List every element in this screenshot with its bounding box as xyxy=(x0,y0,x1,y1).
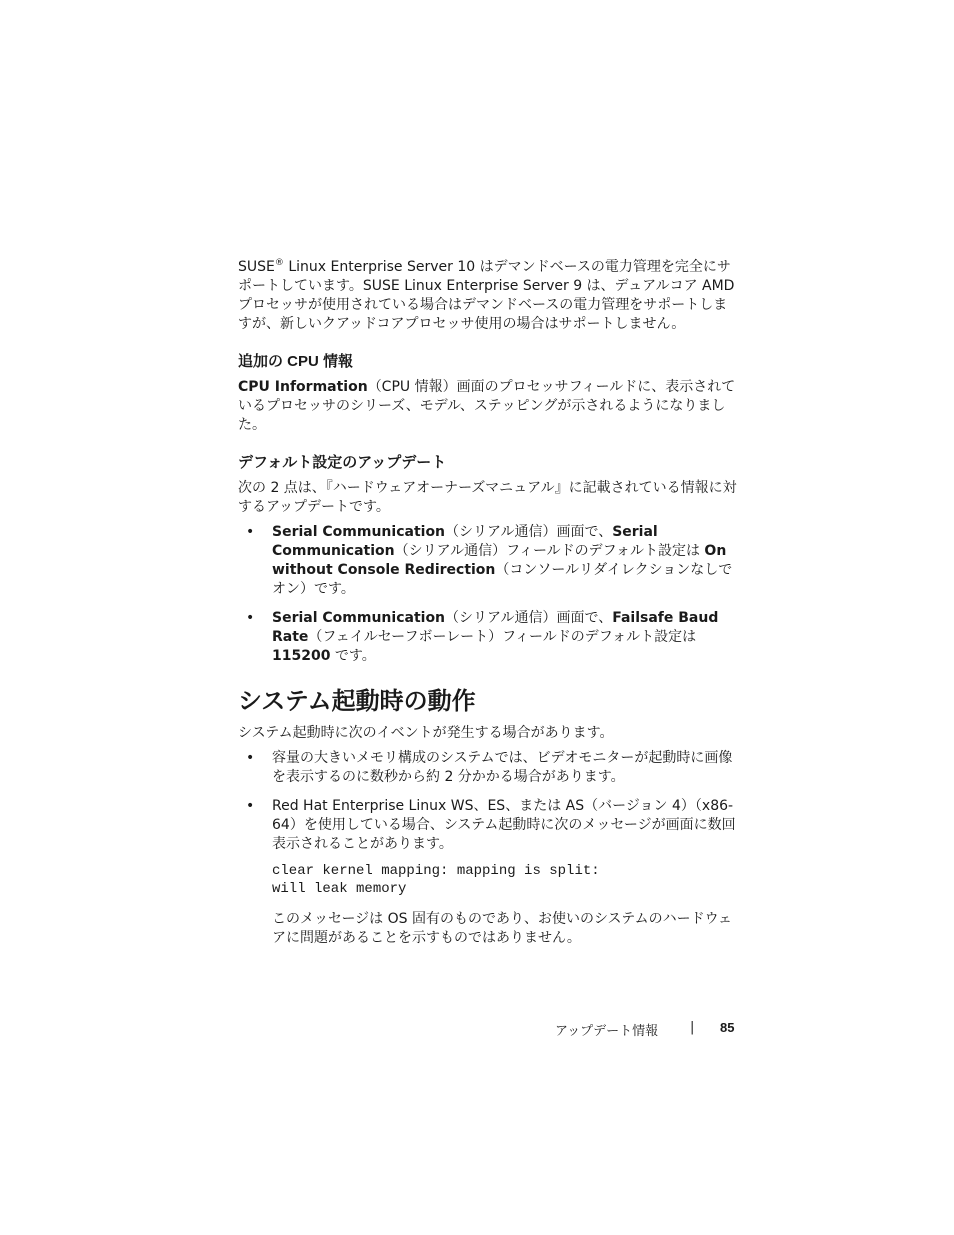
cpu-info-paragraph xyxy=(238,378,738,435)
bullet: • xyxy=(246,798,255,814)
bold-text: Failsafe Baud Rate xyxy=(272,610,719,645)
bold-text: Serial Communication xyxy=(272,524,658,559)
page-content xyxy=(238,258,738,948)
default-settings-list xyxy=(238,523,738,666)
page-footer xyxy=(555,1020,735,1039)
text: （シリアル通信）フィールドのデフォルト設定は xyxy=(394,543,705,559)
text: （フェイルセーフボーレート）フィールドのデフォルト設定は xyxy=(308,629,697,645)
text: Red Hat Enterprise Linux WS、ES、または AS（バージョン 4）（x86-64）を使用している場合、システム起動時に次のメッセージが画面に数回表示されることがあります。 xyxy=(272,798,736,852)
bullet: • xyxy=(246,524,255,540)
text: です。 xyxy=(330,648,376,664)
list-item xyxy=(238,609,738,666)
text: （コンソールリダイレクションなしでオン）です。 xyxy=(272,562,733,597)
cpu-info-text: （CPU 情報）画面のプロセッサフィールドに、表示されているプロセッサのシリーズ、モデル、ステッピングが示されるようになりました。 xyxy=(238,379,736,433)
list-item xyxy=(238,797,738,854)
suse-text: SUSE xyxy=(238,259,275,275)
registered-mark: ® xyxy=(274,258,284,268)
bold-text: Serial Communication xyxy=(272,610,446,626)
bullet: • xyxy=(246,750,255,766)
default-settings-heading: デフォルト設定のアップデート xyxy=(238,454,447,471)
default-settings-intro: 次の 2 点は、『ハードウェアオーナーズマニュアル』に記載されている情報に対するアップデートです。 xyxy=(238,480,737,515)
list-item xyxy=(238,523,738,599)
footer-separator: | xyxy=(690,1020,695,1035)
bold-text: 115200 xyxy=(272,648,331,664)
intro-text: Linux Enterprise Server 10 はデマンドベースの電力管理を完全にサポートしています。SUSE Linux Enterprise Server 9 は、デュアルコア AMD プロセッサが使用されている場合はデマンドベースの電力管理をサポートしますが、新しいクアッドコアプロセッサ使用の場合はサポートしません。 xyxy=(238,259,735,332)
startup-list xyxy=(238,749,738,854)
code-block: clear kernel mapping: mapping is split: will leak memory xyxy=(272,863,600,897)
cpu-info-heading: 追加の CPU 情報 xyxy=(238,353,354,370)
list-item xyxy=(238,749,738,787)
bold-text: On without Console Redirection xyxy=(272,543,727,578)
startup-heading: システム起動時の動作 xyxy=(238,687,476,715)
bullet: • xyxy=(246,610,255,626)
text: （シリアル通信）画面で、 xyxy=(445,524,613,540)
cpu-info-bold: CPU Information xyxy=(238,379,368,395)
intro-paragraph xyxy=(238,258,738,334)
footer-section-title: アップデート情報 xyxy=(555,1024,659,1039)
startup-intro: システム起動時に次のイベントが発生する場合があります。 xyxy=(238,725,614,741)
bold-text: Serial Communication xyxy=(272,524,446,540)
text: 容量の大きいメモリ構成のシステムでは、ビデオモニターが起動時に画像を表示するのに数秒から約 2 分かかる場合があります。 xyxy=(272,750,733,785)
text: （シリアル通信）画面で、 xyxy=(445,610,613,626)
after-code-paragraph: このメッセージは OS 固有のものであり、お使いのシステムのハードウェアに問題があることを示すものではありません。 xyxy=(272,911,733,946)
page-number: 85 xyxy=(720,1020,735,1035)
